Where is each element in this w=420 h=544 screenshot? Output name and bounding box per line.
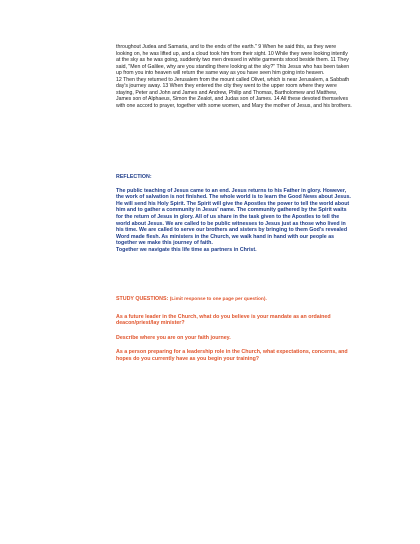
study-question-2: Describe where you are on your faith journey. [116, 334, 231, 341]
reflection-closing: Together we navigate this life time as partners in Christ. [116, 246, 257, 253]
study-note: (Limit response to one page per question). [169, 297, 267, 302]
scripture-passage [116, 44, 352, 109]
reflection-section [116, 174, 352, 254]
study-questions-section [116, 296, 352, 363]
reflection-body: The public teaching of Jesus came to an end. Jesus returns to his Father in glory. However, the work of salvation is not finished. The whole world is to learn the Good News about Jesus. He will send his Holy Spirit. The Spirit will give the Apostles the power to tell the world about him and to gather a community in Jesus' name. The community gathered by the Spirit waits for the return of Jesus in glory. All of us share in the task given to the Apostles to tell the world about Jesus. We are called to be public witnesses to Jesus just as those who lived in his time. We are called to serve our brothers and sisters by bringing to them God's revealed Word made flesh. As ministers in the Church, we walk hand in hand with our people as together we make this journey of faith. [116, 187, 351, 247]
study-question-1: As a future leader in the Church, what do you believe is your mandate as an ordained deacon/priest/lay minister? [116, 313, 331, 327]
study-question-3: As a person preparing for a leadership role in the Church, what expectations, concerns, and hopes do you currently have as you begin your training? [116, 349, 348, 362]
passage-paragraph-2: 12 Then they returned to Jerusalem from the mount called Olivet, which is near Jerusalem, a Sabbath day's journey away. 13 When they entered the city they went to the upper room where they were staying, Peter and John and James and Andrew, Philip and Thomas, Bartholomew and Matthew, James son of Alphaeus, Simon the Zealot, and Judas son of James. 14 All these devoted themselves with one accord to prayer, together with some women, and Mary the mother of Jesus, and his brothers. [116, 76, 352, 109]
study-heading: STUDY QUESTIONS: [116, 296, 169, 302]
passage-paragraph-1: throughout Judea and Samaria, and to the ends of the earth." 9 When he said this, as they were looking on, he was lifted up, and a cloud took him from their sight. 10 While they were looking intently at the sky as he was going, suddenly two men dressed in white garments stood beside them. 11 They said, "Men of Galilee, why are you standing there looking at the sky?" This Jesus who has been taken up from you into heaven will return the same way as you have seen him going into heaven. [116, 44, 350, 76]
reflection-heading: REFLECTION: [116, 174, 152, 180]
study-heading-line [116, 296, 352, 304]
